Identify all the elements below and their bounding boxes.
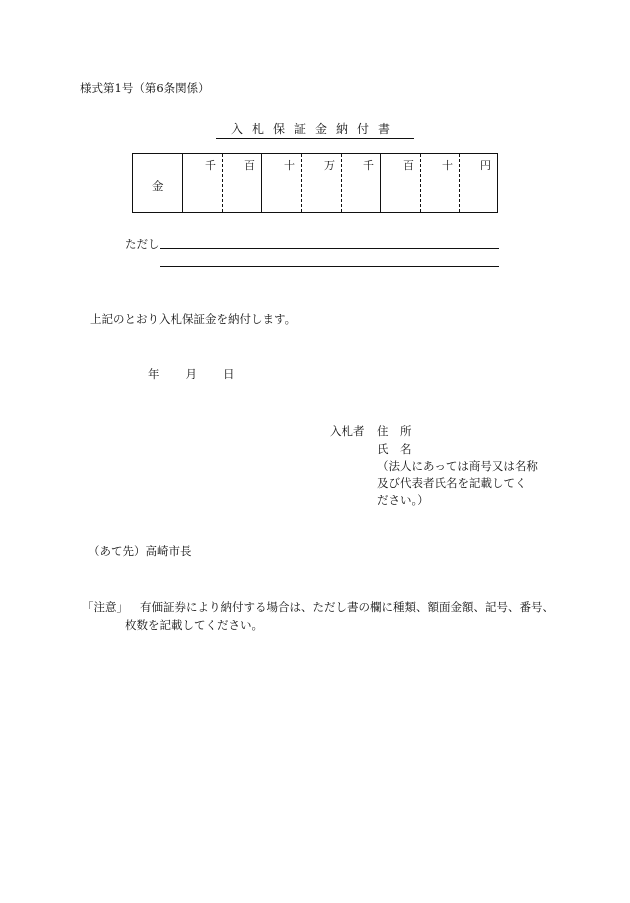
amount-table [132,153,498,213]
note-line-2[interactable] [160,266,499,267]
digit-label: 円 [480,159,491,172]
digit-label: 十 [442,159,453,172]
name-note-line: 及び代表者氏名を記載してく [377,476,527,490]
digit-label: 千 [205,159,216,172]
bidder-label: 入札者 [330,424,365,438]
date-year: 年 [148,367,160,381]
digit-label: 十 [284,159,295,172]
digit-column [460,154,497,212]
note-label: ただし [125,237,160,251]
address-label: 住 所 [377,424,412,438]
digit-column [302,154,342,212]
digit-column [421,154,460,212]
digit-column [183,154,223,212]
caution-text-line-1: 有価証券により納付する場合は、ただし書の欄に種類、額面金額、記号、番号、 [140,600,554,614]
name-note-line: （法人にあっては商号又は名称 [377,459,538,473]
digit-column [381,154,421,212]
name-note [377,458,547,509]
date-day: 日 [223,367,235,381]
amount-label-cell [133,154,183,212]
name-label: 氏 名 [377,442,412,456]
addressee: （あて先）高崎市長 [88,544,192,558]
digit-label: 万 [324,159,335,172]
date-row [148,366,235,382]
caution-text-line-2: 枚数を記載してください。 [125,618,263,632]
digit-column [342,154,381,212]
name-note-line: ださい。） [377,493,429,507]
digit-label: 百 [244,159,255,172]
document-title: 入札保証金納付書 [216,120,414,139]
note-line-1[interactable] [160,248,499,249]
statement-text: 上記のとおり入札保証金を納付します。 [90,312,297,326]
digit-column [262,154,302,212]
digit-column [223,154,262,212]
amount-label: 金 [152,179,164,193]
form-number: 様式第1号（第6条関係） [80,81,210,95]
caution-label: 「注意」 [82,600,128,614]
date-month: 月 [185,367,197,381]
digit-label: 千 [363,159,374,172]
digit-label: 百 [403,159,414,172]
